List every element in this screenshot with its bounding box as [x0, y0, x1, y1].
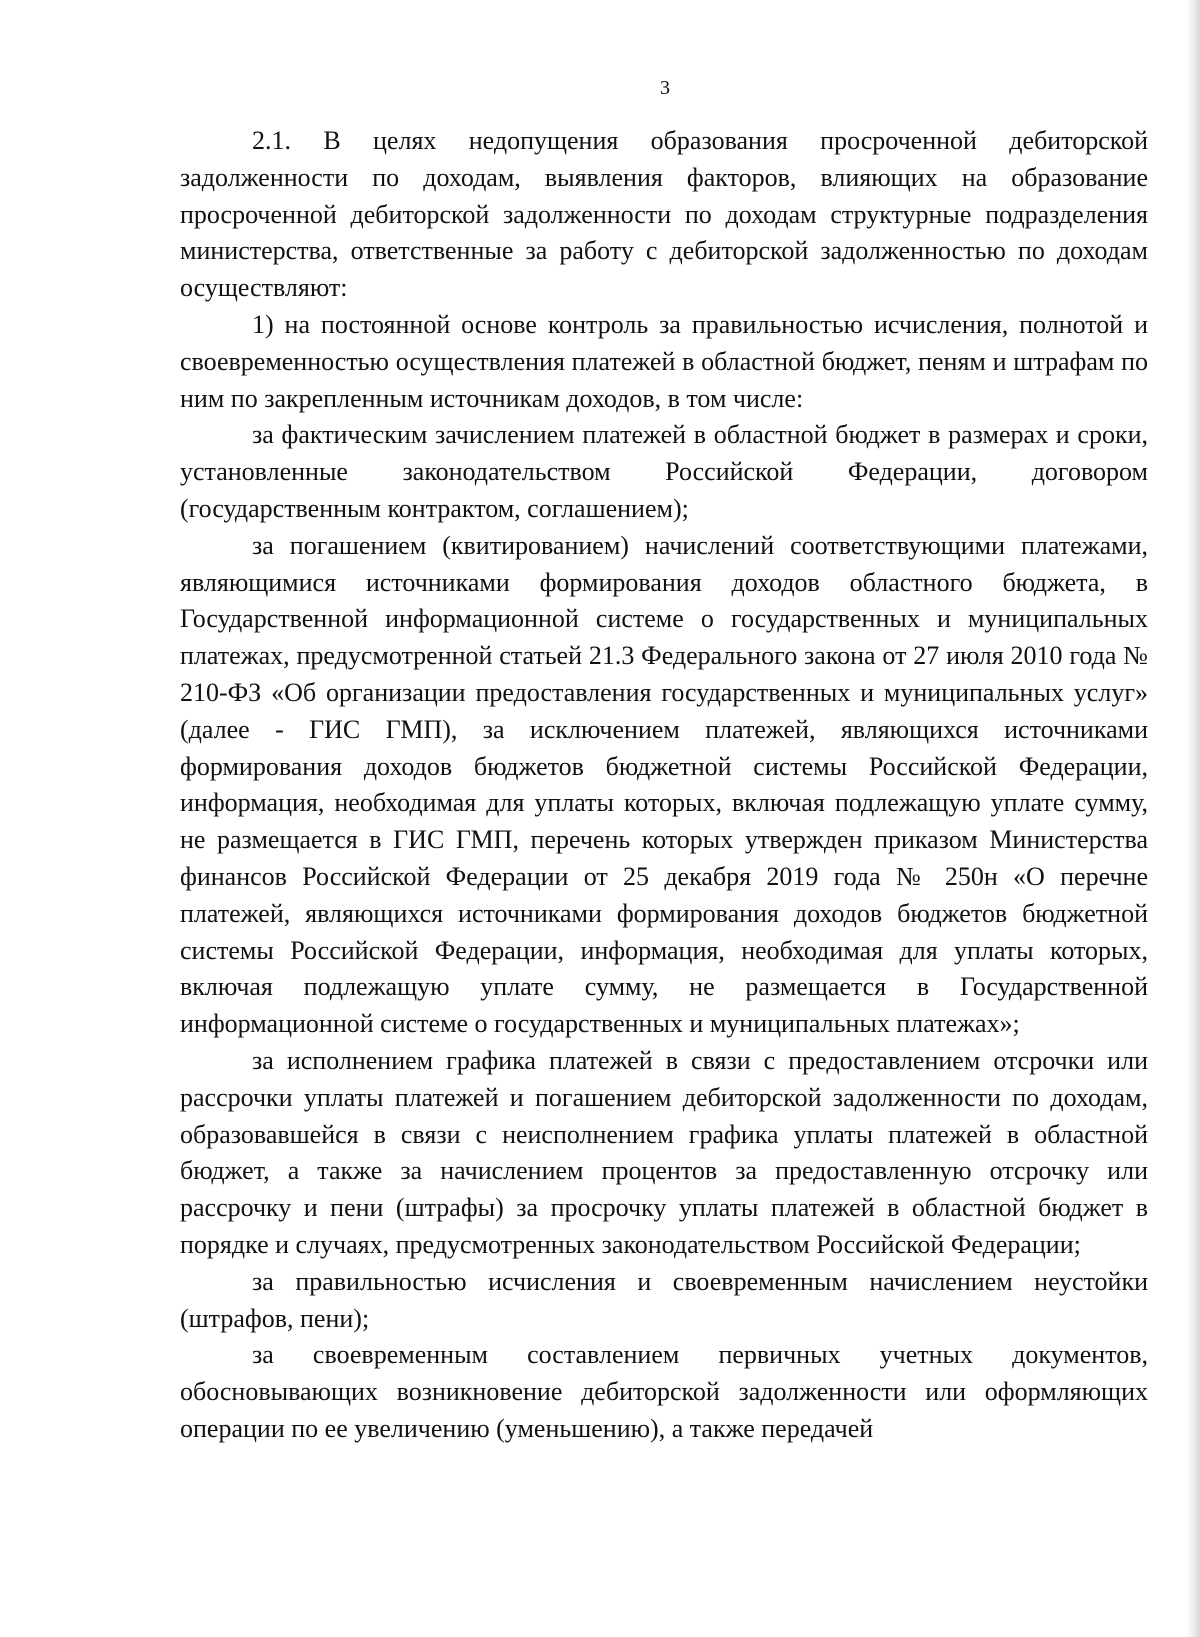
- paragraph-penalty-calculation: за правильностью исчисления и своевременным начислением неустойки (штрафов, пени);: [180, 1266, 1148, 1333]
- paragraph-payment-schedule: за исполнением графика платежей в связи с предоставлением отсрочки или рассрочки уплаты платежей и погашением дебиторской задолженности по доходам, образовавшейся в связи с неисполнением графика уплаты платежей в областной бюджет, а также за начислением процентов за предоставленную отсрочку или рассрочку и пени (штрафы) за просрочку уплаты платежей в областной бюджет в порядке и случаях, предусмотренных законодательством Российской Федерации;: [180, 1045, 1148, 1259]
- paragraph-quittance: за погашением (квитированием) начислений соответствующими платежами, являющимися источниками формирования доходов областного бюджета, в Государственной информационной системе о государственных и муниципальных платежах, предусмотренной статьей 21.3 Федерального закона от 27 июля 2010 года № 210-ФЗ «Об организации предоставления государственных и муниципальных услуг» (далее - ГИС ГМП), за исключением платежей, являющихся источниками формирования доходов бюджетов бюджетной системы Российской Федерации, информация, необходимая для уплаты которых, включая подлежащую уплате сумму, не размещается в ГИС ГМП, перечень которых утвержден приказом Министерства финансов Российской Федерации от 25 декабря 2019 года № 250н «О перечне платежей, являющихся источниками формирования доходов бюджетов бюджетной системы Российской Федерации, информация, необходимая для уплаты которых, включая подлежащую уплате сумму, не размещается в Государственной информационной системе о государственных и муниципальных платежах»;: [180, 530, 1148, 1039]
- page-number: 3: [660, 77, 670, 99]
- paragraph-item-1: 1) на постоянной основе контроль за правильностью исчисления, полнотой и своевременностью осуществления платежей в областной бюджет, пеням и штрафам по ним по закрепленным источникам доходов, в том числе:: [180, 309, 1148, 413]
- paragraph-2-1: 2.1. В целях недопущения образования просроченной дебиторской задолженности по доходам, выявления факторов, влияющих на образование просроченной дебиторской задолженности по доходам структурные подразделения министерства, ответственные за работу с дебиторской задолженностью по доходам осуществляют:: [180, 126, 1148, 303]
- paragraph-actual-crediting: за фактическим зачислением платежей в областной бюджет в размерах и сроки, установленные законодательством Российской Федерации, договором (государственным контрактом, соглашением);: [180, 420, 1148, 523]
- page-edge-shadow: [1186, 0, 1200, 1637]
- paragraph-primary-documents: за своевременным составлением первичных учетных документов, обосновывающих возникновение дебиторской задолженности или оформляющих операции по ее увеличению (уменьшению), а также передачей: [180, 1340, 1148, 1443]
- document-body: [180, 123, 1148, 1448]
